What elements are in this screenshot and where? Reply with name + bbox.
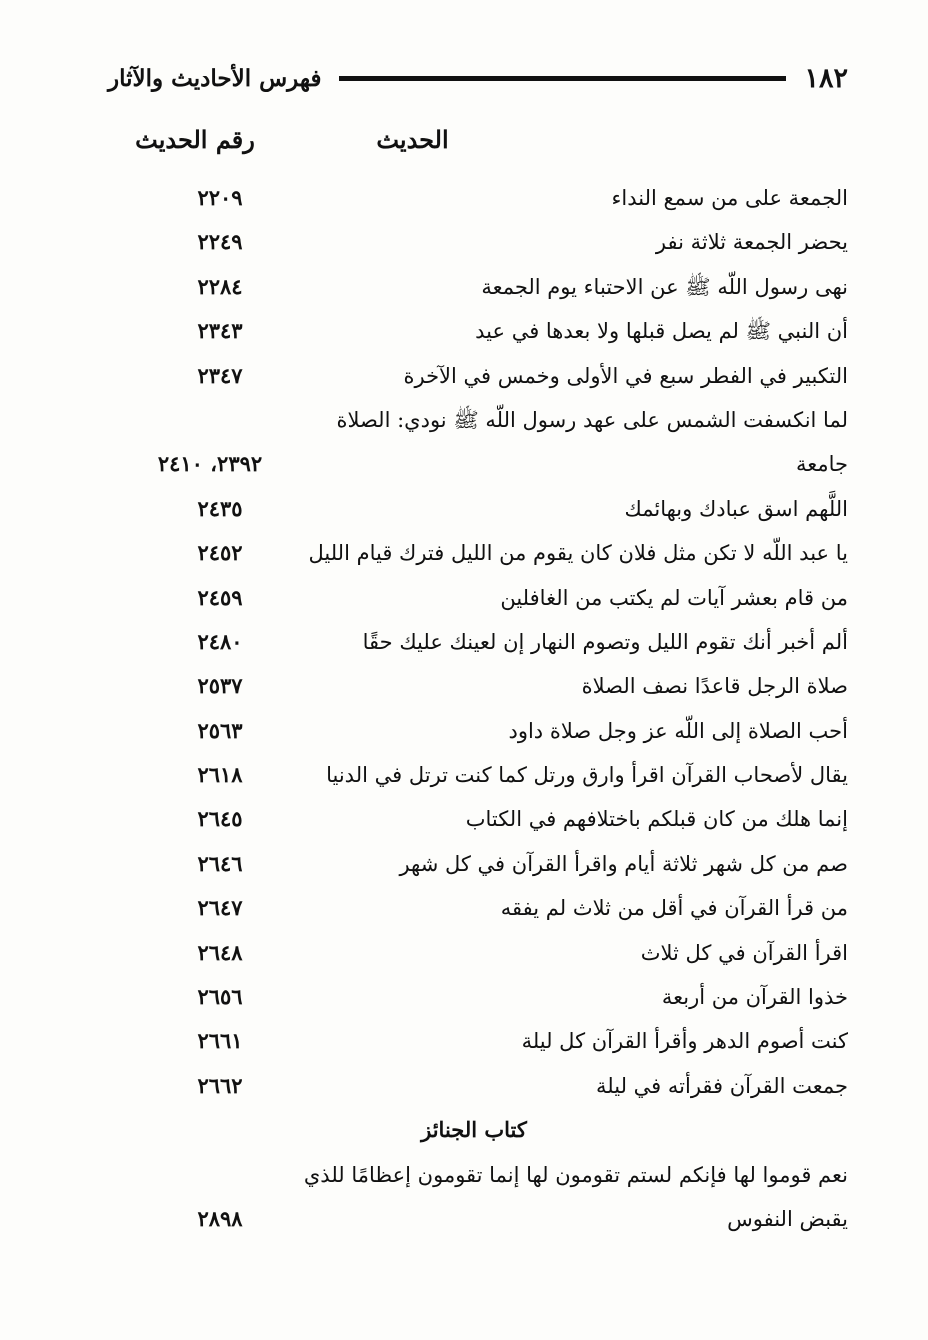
hadith-text: جمعت القرآن فقرأته في ليلة: [596, 1073, 848, 1098]
index-row: [100, 975, 848, 1019]
index-row: [100, 842, 848, 886]
index-row: [100, 442, 848, 486]
index-row: [100, 797, 848, 841]
section-heading: كتاب الجنائز: [421, 1117, 527, 1143]
hadith-number: ٢٣٤٧: [197, 362, 243, 388]
hadith-text: من قرأ القرآن في أقل من ثلاث لم يفقه: [500, 896, 848, 921]
hadith-text: ألم أخبر أنك تقوم الليل وتصوم النهار إن لعينك عليك حقًا: [362, 629, 848, 654]
hadith-number: ٢٥٣٧: [197, 673, 243, 699]
hadith-number: ٢٦٤٧: [197, 895, 243, 921]
index-row: [100, 265, 848, 309]
column-header-number: رقم الحديث: [135, 125, 255, 154]
header-rule: [339, 76, 786, 81]
hadith-index-list: [100, 176, 848, 1241]
index-row: [100, 176, 848, 220]
hadith-number: ٢٦٥٦: [197, 984, 243, 1010]
hadith-number: ٢٢٨٤: [197, 273, 243, 299]
index-row: [100, 487, 848, 531]
hadith-number: ٢٦٤٨: [197, 939, 243, 965]
hadith-text: لما انكسفت الشمس على عهد رسول اللّه ﷺ نودي: الصلاة: [336, 407, 848, 432]
hadith-text: التكبير في الفطر سبع في الأولى وخمس في الآخرة: [403, 363, 848, 388]
index-row: [100, 398, 848, 442]
hadith-text: أحب الصلاة إلى اللّه عز وجل صلاة داود: [508, 718, 848, 743]
hadith-number: ٢٦٦٢: [197, 1072, 243, 1098]
index-row: [100, 931, 848, 975]
hadith-text: اقرأ القرآن في كل ثلاث: [640, 940, 848, 965]
index-row: [100, 576, 848, 620]
hadith-number: ٢٢٤٩: [197, 229, 243, 255]
index-row: [100, 753, 848, 797]
running-title: فهرس الأحاديث والآثار: [108, 64, 322, 92]
hadith-text: الجمعة على من سمع النداء: [611, 186, 848, 210]
index-row: [100, 1019, 848, 1063]
index-row: [100, 664, 848, 708]
hadith-number: ٢٤٥٩: [197, 584, 243, 610]
hadith-number: ٢٦٤٦: [197, 850, 243, 876]
section-heading-row: [100, 1108, 848, 1152]
hadith-text: اللَّهم اسق عبادك وبهائمك: [624, 496, 848, 521]
hadith-text: من قام بعشر آيات لم يكتب من الغافلين: [500, 585, 848, 610]
hadith-text: صم من كل شهر ثلاثة أيام واقرأ القرآن في كل شهر: [399, 851, 848, 876]
hadith-text: جامعة: [795, 452, 848, 477]
hadith-number: ٢٦١٨: [197, 762, 243, 788]
hadith-text: نهى رسول اللّه ﷺ عن الاحتباء يوم الجمعة: [481, 274, 848, 299]
index-row: [100, 620, 848, 664]
hadith-number: ٢٦٦١: [197, 1028, 243, 1054]
hadith-number: ٢٦٤٥: [197, 806, 243, 832]
index-row: [100, 1153, 848, 1197]
hadith-text: يحضر الجمعة ثلاثة نفر: [655, 230, 848, 255]
index-row: [100, 354, 848, 398]
hadith-text: يقبض النفوس: [727, 1206, 848, 1231]
hadith-number: ٢٤٨٠: [197, 628, 243, 654]
hadith-text: يقال لأصحاب القرآن اقرأ وارق ورتل كما كنت ترتل في الدنيا: [326, 763, 848, 788]
hadith-text: خذوا القرآن من أربعة: [661, 985, 848, 1010]
hadith-text: أن النبي ﷺ لم يصل قبلها ولا بعدها في عيد: [475, 319, 848, 344]
hadith-number: ٢٢٠٩: [197, 185, 243, 210]
index-row: [100, 886, 848, 930]
hadith-text: كنت أصوم الدهر وأقرأ القرآن كل ليلة: [521, 1029, 848, 1054]
column-header-hadith: الحديث: [376, 125, 449, 154]
hadith-text: إنما هلك من كان قبلكم باختلافهم في الكتاب: [465, 807, 848, 832]
hadith-number: ٢٤٥٢: [197, 540, 243, 566]
hadith-number: ٢٤٣٥: [197, 495, 243, 521]
index-row: [100, 309, 848, 353]
hadith-text: يا عبد اللّه لا تكن مثل فلان كان يقوم من الليل فترك قيام الليل: [308, 541, 848, 566]
hadith-text: صلاة الرجل قاعدًا نصف الصلاة: [581, 674, 848, 699]
index-row: [100, 1197, 848, 1241]
hadith-text: نعم قوموا لها فإنكم لستم تقومون لها إنما تقومون إعظامًا للذي: [303, 1162, 848, 1187]
index-row: [100, 531, 848, 575]
hadith-number: ٢٣٤٣: [197, 318, 243, 344]
page-number: ١٨٢: [804, 62, 848, 94]
page-header: [108, 58, 848, 98]
hadith-number: ٢٨٩٨: [197, 1205, 243, 1231]
index-row: [100, 709, 848, 753]
index-row: [100, 1064, 848, 1108]
index-row: [100, 220, 848, 264]
hadith-number: ٢٣٩٢، ٢٤١٠: [157, 451, 263, 477]
hadith-number: ٢٥٦٣: [197, 717, 243, 743]
